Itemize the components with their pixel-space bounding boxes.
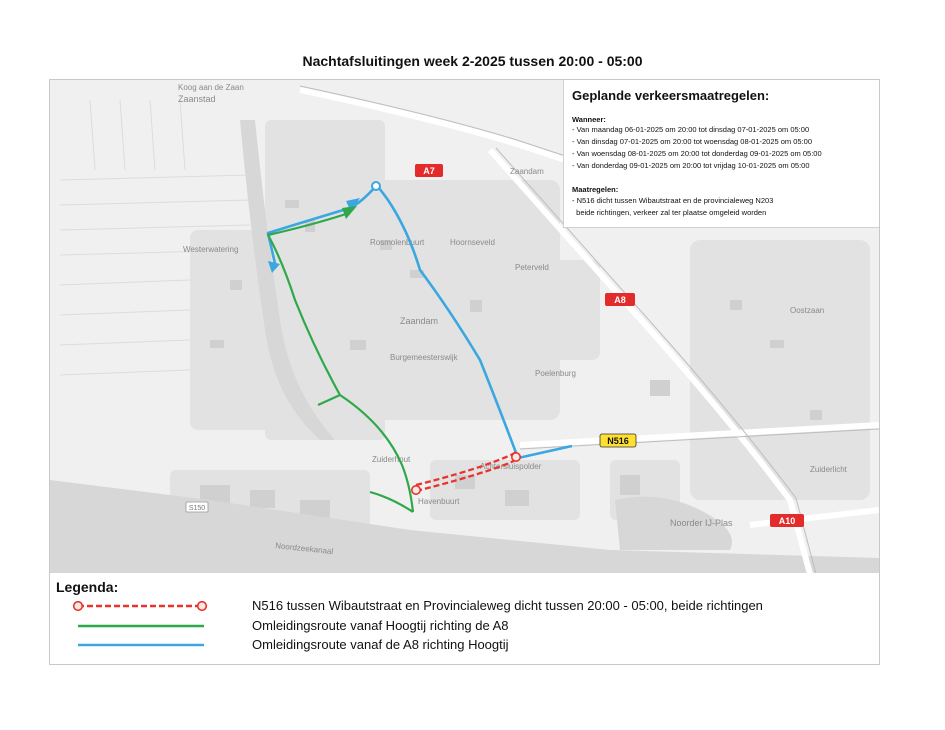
label-westerwatering: Westerwatering [183, 245, 239, 254]
shield-a10 [770, 514, 804, 527]
label-zuiderhout: Zuiderhout [372, 455, 411, 464]
shield-n516 [600, 434, 636, 447]
label-zaandam-top: Zaandam [510, 167, 544, 176]
blue-route-start-node [372, 182, 380, 190]
info-wanneer-line: - Van dinsdag 07-01-2025 om 20:00 tot woensdag 08-01-2025 om 05:00 [572, 137, 813, 146]
label-achtersluispolder: Achtersluispolder [480, 462, 542, 471]
info-wanneer-line: - Van donderdag 09-01-2025 om 20:00 tot vrijdag 10-01-2025 om 05:00 [572, 161, 810, 170]
info-wanneer-line: - Van woensdag 08-01-2025 om 20:00 tot donderdag 09-01-2025 om 05:00 [572, 149, 822, 158]
label-noorderijplas: Noorder IJ-Plas [670, 518, 733, 528]
label-rosmolenbuurt: Rosmolenbuurt [370, 238, 425, 247]
info-maatregelen-line: beide richtingen, verkeer zal ter plaatse omgeleid worden [572, 208, 767, 217]
info-wanneer-label: Wanneer: [572, 115, 606, 124]
label-peterveld: Peterveld [515, 263, 549, 272]
label-hoornseveld: Hoornseveld [450, 238, 495, 247]
legend-blue-symbol [72, 637, 242, 655]
info-maatregelen-line: - N516 dicht tussen Wibautstraat en de provincialeweg N203 [572, 196, 774, 205]
info-panel [563, 80, 880, 228]
shield-s150-label: S150 [188, 505, 206, 512]
legend-label: Omleidingsroute vanaf Hoogtij richting de A8 [252, 618, 509, 633]
legend-green-symbol [72, 618, 242, 636]
closure-end-west[interactable] [412, 486, 420, 494]
label-zaanstad: Zaanstad [178, 94, 216, 104]
map[interactable] [49, 79, 880, 575]
closure-end-east[interactable] [512, 453, 520, 461]
legend-closure-symbol [72, 598, 242, 616]
shield-s150 [186, 502, 208, 512]
info-wanneer-line: - Van maandag 06-01-2025 om 20:00 tot dinsdag 07-01-2025 om 05:00 [572, 125, 810, 134]
legend-label: Omleidingsroute vanaf de A8 richting Hoogtij [252, 637, 509, 652]
label-oostzaan: Oostzaan [790, 306, 825, 315]
legend-label: N516 tussen Wibautstraat en Provincialeweg dicht tussen 20:00 - 05:00, beide richtingen [252, 598, 763, 613]
label-burgemeester: Burgemeesterswijk [390, 353, 458, 362]
label-zuiderlicht: Zuiderlicht [810, 465, 847, 474]
label-havenbuurt: Havenbuurt [418, 497, 460, 506]
legend [49, 573, 880, 665]
info-maatregelen-label: Maatregelen: [572, 185, 619, 194]
shield-a7-label: A7 [423, 166, 435, 176]
label-koog: Koog aan de Zaan [178, 83, 244, 92]
label-poelenburg: Poelenburg [535, 369, 576, 378]
shield-n516-label: N516 [607, 436, 629, 446]
shield-a10-label: A10 [778, 516, 796, 526]
label-noordzeekanaal: Noordzeekanaal [274, 541, 334, 557]
shield-a7 [415, 164, 443, 177]
page-title: Nachtafsluitingen week 2-2025 tussen 20:00 - 05:00 [302, 53, 643, 69]
legend-title: Legenda: [56, 579, 119, 595]
info-heading: Geplande verkeersmaatregelen: [572, 88, 770, 103]
shield-a8-label: A8 [614, 295, 626, 305]
shield-a8 [605, 293, 635, 306]
label-zaandam: Zaandam [400, 316, 439, 326]
